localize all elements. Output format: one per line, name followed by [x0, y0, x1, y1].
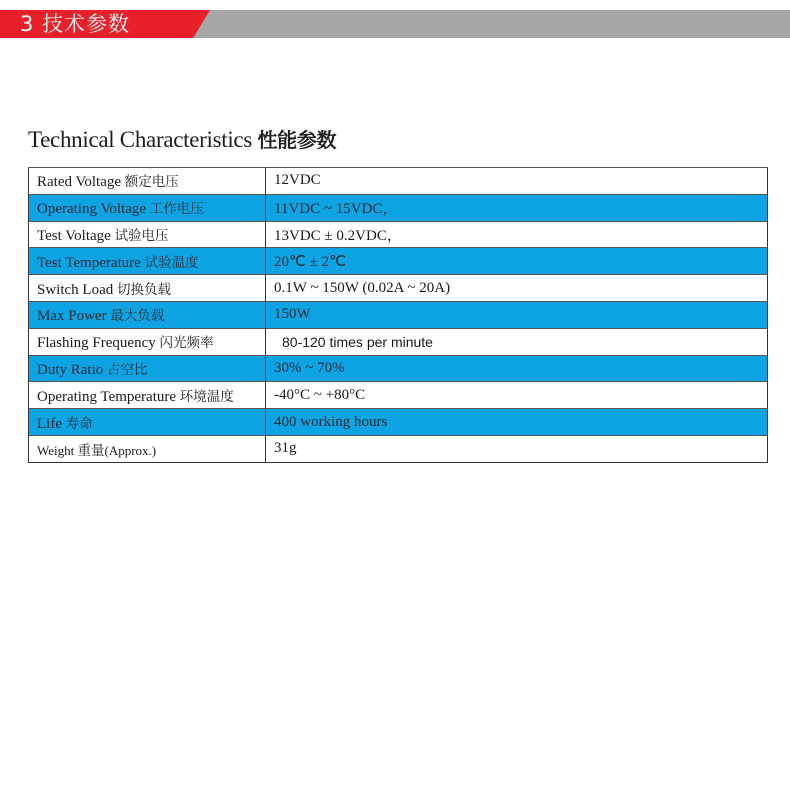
table-row [29, 275, 768, 302]
param-value: 150W [266, 301, 768, 328]
param-name-en: Duty Ratio [37, 361, 104, 378]
param-name-cn: 环境温度 [179, 388, 234, 405]
param-value: 80-120 times per minute [266, 328, 768, 355]
param-name-cn: 工作电压 [149, 201, 204, 218]
param-name [29, 301, 266, 328]
param-name [29, 409, 266, 436]
table-heading-cn: 性能参数 [257, 128, 337, 152]
param-name [29, 435, 266, 462]
table-row [29, 168, 768, 195]
param-name-en: Test Voltage [37, 227, 111, 244]
param-name-cn: 试验温度 [144, 254, 199, 271]
table-row [29, 301, 768, 328]
table-row [29, 194, 768, 221]
param-name-cn: 闪光频率 [159, 335, 214, 352]
table-row [29, 435, 768, 462]
table-row [29, 248, 768, 275]
param-name-cn: 试验电压 [114, 227, 169, 244]
param-name-en: Operating Voltage [37, 201, 147, 218]
param-name-cn: 占空比 [107, 361, 148, 378]
param-name-en: Flashing Frequency [37, 335, 156, 352]
param-name [29, 168, 266, 195]
param-value: 31g [266, 435, 768, 462]
table-row [29, 328, 768, 355]
spec-table [28, 167, 768, 463]
param-value: 20℃ ± 2℃ [266, 248, 768, 275]
param-name-en: Life [37, 415, 62, 432]
param-name [29, 221, 266, 248]
table-row [29, 355, 768, 382]
param-name-cn: 最大负载 [110, 308, 165, 325]
param-value: 0.1W ~ 150W (0.02A ~ 20A) [266, 275, 768, 302]
param-name-en: Operating Temperature [37, 388, 177, 405]
param-name [29, 382, 266, 409]
param-name-en: Weight [37, 442, 75, 458]
table-heading-en: Technical Characteristics [28, 127, 252, 152]
param-name-en: Rated Voltage [37, 174, 122, 191]
param-value: 12VDC [266, 168, 768, 195]
section-title: 3 技术参数 [20, 12, 131, 36]
table-row [29, 409, 768, 436]
param-name-en: Switch Load [37, 281, 114, 298]
param-name [29, 194, 266, 221]
param-name-cn: 切换负载 [117, 281, 171, 298]
param-name-cn: 重量 [77, 442, 105, 459]
table-row [29, 221, 768, 248]
param-value: 11VDC ~ 15VDC， [266, 194, 768, 221]
param-value: 13VDC ± 0.2VDC， [266, 221, 768, 248]
param-name [29, 248, 266, 275]
param-name-en: Max Power [37, 308, 107, 325]
table-row [29, 382, 768, 409]
param-name [29, 328, 266, 355]
param-value: 30% ~ 70% [266, 355, 768, 382]
param-value: 400 working hours [266, 409, 768, 436]
section-banner [0, 10, 790, 38]
param-name [29, 355, 266, 382]
param-name-en: Test Temperature [37, 254, 141, 271]
param-name-cn: 寿命 [65, 415, 93, 432]
param-name-suffix: (Approx.) [104, 442, 157, 458]
table-heading [28, 124, 336, 153]
param-name-cn: 额定电压 [124, 174, 179, 191]
param-value: -40°C ~ +80°C [266, 382, 768, 409]
param-name [29, 275, 266, 302]
